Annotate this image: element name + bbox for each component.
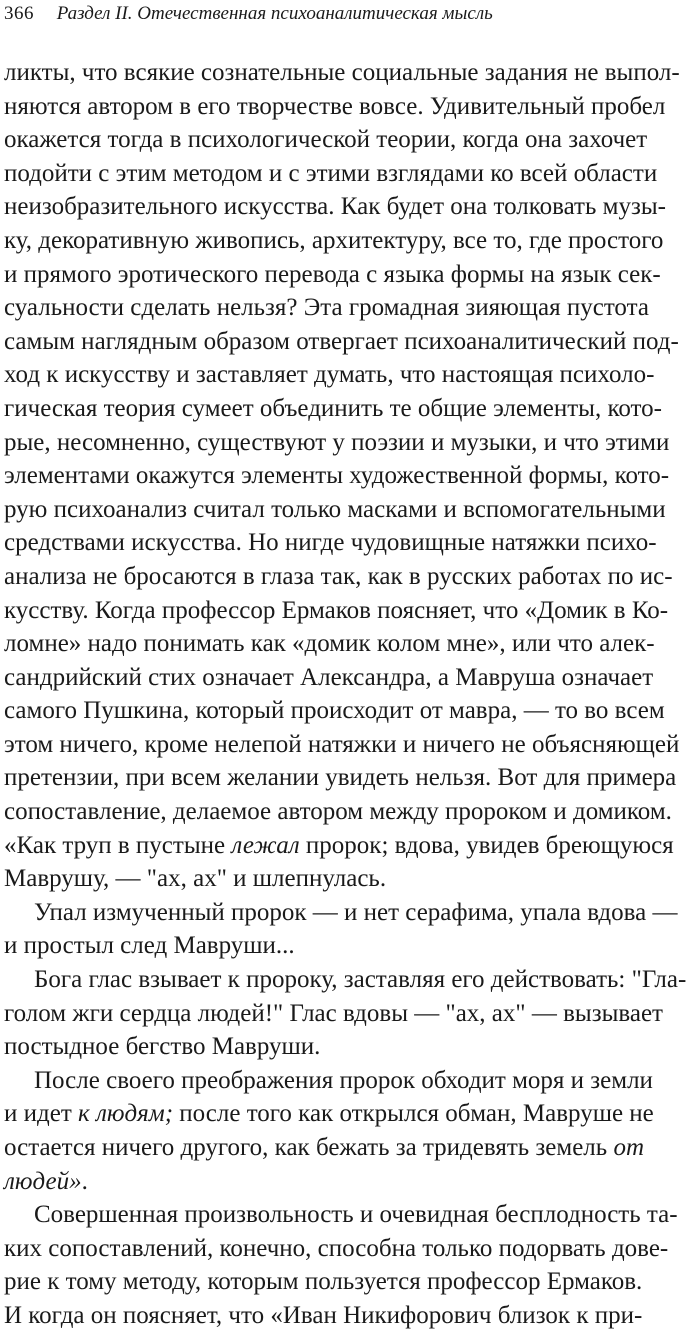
- text-line: окажется тогда в психологической теории, когда она захочет: [4, 126, 648, 154]
- text-line: гическая теория сумеет объединить те общие элементы, кото-: [4, 394, 662, 422]
- page-number: 366: [4, 3, 34, 24]
- text-line: подойти с этим методом и с этими взглядами ко всей области: [4, 159, 658, 187]
- running-header: [4, 2, 493, 28]
- text-line-mixed: людей».: [4, 1167, 88, 1195]
- text-line: сопоставление, делаемое автором между пророком и домиком.: [4, 798, 672, 826]
- text-line: и простыл след Мавруши...: [4, 932, 295, 960]
- text-line: рую психоанализ считал только масками и вспомогательными: [4, 495, 666, 523]
- text-line: элементами окажутся элементы художественной формы, кото-: [4, 462, 670, 490]
- text-line: И когда он поясняет, что «Иван Никифорович близок к при-: [4, 1301, 643, 1329]
- text-line: Маврушу, — "ах, ах" и шлепнулась.: [4, 865, 387, 893]
- text-line: ликты, что всякие сознательные социальные задания не выпол-: [4, 59, 680, 86]
- text-line: самого Пушкина, который происходит от мавра, — то во всем: [4, 697, 665, 725]
- text-line: Упал измученный пророк — и нет серафима, упала вдова —: [34, 898, 678, 926]
- text-line: кусству. Когда профессор Ермаков поясняет, что «Домик в Ко-: [4, 596, 669, 624]
- text-line-mixed: остается ничего другого, как бежать за тридевять земель от: [4, 1134, 644, 1161]
- body-text: [4, 56, 686, 1333]
- text-line: претензии, при всем желании увидеть нельзя. Вот для примера: [4, 764, 677, 792]
- text-line: сандрийский стих означает Александра, а Мавруша означает: [4, 663, 654, 691]
- text-line: Бога глас взывает к пророку, заставляя его действовать: "Гла-: [34, 966, 686, 994]
- italic-word: к людям;: [78, 1100, 174, 1128]
- text-line: ход к искусству и заставляет думать, что настоящая психоло-: [4, 361, 655, 389]
- text-line: анализа не бросаются в глаза так, как в русских работах по ис-: [4, 562, 673, 590]
- text-line-mixed: и идет к людям; после того как открылся обман, Мавруше не: [4, 1100, 654, 1128]
- italic-word: лежал: [231, 831, 300, 859]
- text-line: постыдное бегство Мавруши.: [4, 1033, 321, 1061]
- text-line: рие к тому методу, которым пользуется профессор Ермаков.: [4, 1268, 643, 1296]
- text-line: суальности сделать нельзя? Эта громадная зияющая пустота: [4, 294, 649, 322]
- text-line: После своего преображения пророк обходит моря и земли: [34, 1066, 653, 1094]
- text-line: неизобразительного искусства. Как будет она толковать музы-: [4, 193, 666, 221]
- text-line: и прямого эротического перевода с языка формы на язык сек-: [4, 260, 661, 288]
- text-line: самым наглядным образом отвергает психоаналитический под-: [4, 327, 679, 355]
- text-line: ку, декоративную живопись, архитектуру, все то, где простого: [4, 226, 664, 254]
- text-line: голом жги сердца людей!" Глас вдовы — "ах, ах" — вызывает: [4, 999, 663, 1027]
- text-line: рые, несомненно, существуют у поэзии и музыки, и что этими: [4, 428, 670, 456]
- text-line: Совершенная произвольность и очевидная бесплодность та-: [34, 1201, 678, 1229]
- running-title: Раздел II. Отечественная психоаналитическая мысль: [56, 3, 493, 24]
- text-line: ких сопоставлений, конечно, способна только подорвать дове-: [4, 1234, 669, 1262]
- italic-word: людей»: [4, 1167, 82, 1195]
- text-line: няются автором в его творчестве вовсе. Удивительный пробел: [4, 92, 666, 120]
- text-line: ломне» надо понимать как «домик колом мне», или что алек-: [4, 630, 655, 658]
- text-line: средствами искусства. Но нигде чудовищные натяжки психо-: [4, 529, 657, 557]
- text-line-mixed: «Как труп в пустыне лежал пророк; вдова, увидев бреющуюся: [4, 831, 674, 859]
- text-line: этом ничего, кроме нелепой натяжки и ничего не объясняющей: [4, 730, 680, 758]
- italic-word: от: [613, 1134, 644, 1161]
